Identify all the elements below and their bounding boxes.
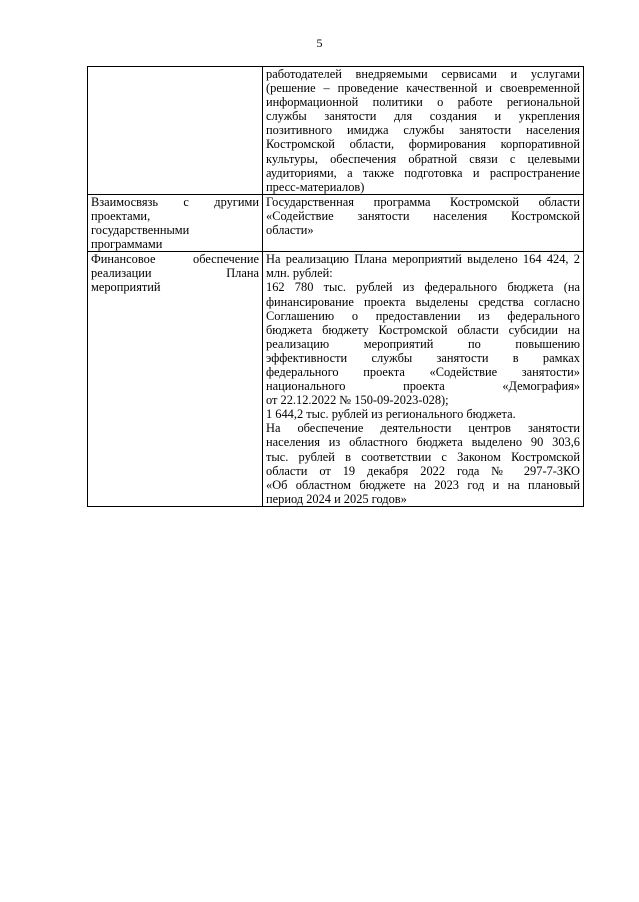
row-3-line-7: реализацию мероприятий по повышению: [266, 336, 580, 351]
row-3-line-3: 162 780 тыс. рублей из федерального бюджета (на: [266, 280, 580, 295]
row-3-line-6: бюджета бюджету Костромской области субсидии на: [266, 322, 580, 337]
row-3-line-1: На реализацию Плана мероприятий выделено 164 424, 2: [266, 252, 580, 267]
row-1-line-9: пресс-материалов): [266, 179, 365, 194]
row-1-line-7: культуры, обеспечения обратной связи с целевыми: [266, 151, 580, 166]
row-2-line-1: Государственная программа Костромской области: [266, 194, 580, 209]
row-3-label-line-2: реализации Плана: [91, 266, 259, 281]
row-3-line-12: 1 644,2 тыс. рублей из регионального бюджета.: [266, 407, 516, 422]
table-row-public-relations: [88, 67, 584, 195]
row-3-line-18: период 2024 и 2025 годов»: [266, 491, 407, 506]
row-3-line-14: населения из областного бюджета выделено 90 303,6: [266, 435, 580, 450]
row-1-line-8: аудиториями, а также подготовка и распространение: [266, 165, 580, 180]
row-1-line-3: информационной политики о работе региональной: [266, 95, 580, 110]
row-1-line-1: работодателей внедряемыми сервисами и услугами: [266, 67, 580, 81]
row-3-line-11: от 22.12.2022 № 150-09-2023-028);: [266, 393, 449, 408]
row-3-line-17: «Об областном бюджете на 2023 год и на плановый: [266, 477, 580, 492]
row-2-label-line-3: государственными: [91, 223, 190, 238]
row-3-line-4: финансирование проекта выделены средства согласно: [266, 294, 580, 309]
page-number: 5: [316, 36, 323, 50]
row-3-content-cell: [263, 252, 584, 507]
row-1-content-cell: [263, 67, 584, 195]
table-row-financing: [88, 252, 584, 507]
row-1-line-5: позитивного имиджа службы занятости населения: [266, 123, 580, 138]
row-1-label-cell: [88, 67, 263, 195]
row-3-line-5: Соглашению о предоставлении из федерального: [266, 308, 580, 323]
row-3-label-line-1: Финансовое обеспечение: [91, 252, 259, 267]
row-2-label-line-1: Взаимосвязь с другими: [91, 194, 259, 209]
table-row-related-projects: [88, 194, 584, 251]
row-1-line-4: службы занятости для создания и укрепления: [266, 109, 580, 124]
row-3-label-cell: [88, 252, 263, 507]
row-2-label-cell: [88, 194, 263, 251]
plan-details-table: [87, 66, 584, 507]
row-2-label-line-2: проектами,: [91, 208, 151, 223]
row-2-label-line-4: программами: [91, 237, 163, 252]
row-2-content-cell: [263, 194, 584, 251]
row-3-line-16: области от 19 декабря 2022 года № 297-7-ЗКО: [266, 463, 580, 478]
row-3-line-13: На обеспечение деятельности центров занятости: [266, 421, 580, 436]
row-3-line-8: эффективности службы занятости в рамках: [266, 350, 580, 365]
row-3-line-10: национального проекта «Демография»: [266, 379, 580, 394]
row-1-line-2: (решение – проведение качественной и своевременной: [266, 81, 580, 96]
row-3-line-15: тыс. рублей в соответствии с Законом Костромской: [266, 449, 580, 464]
row-3-line-9: федерального проекта «Содействие занятости»: [266, 364, 580, 379]
row-2-line-3: области»: [266, 223, 314, 238]
row-2-line-2: «Содействие занятости населения Костромской: [266, 208, 580, 223]
row-3-line-2: млн. рублей:: [266, 266, 333, 281]
row-1-line-6: Костромской области, формирования корпоративной: [266, 137, 580, 152]
row-3-label-line-3: мероприятий: [91, 280, 161, 295]
